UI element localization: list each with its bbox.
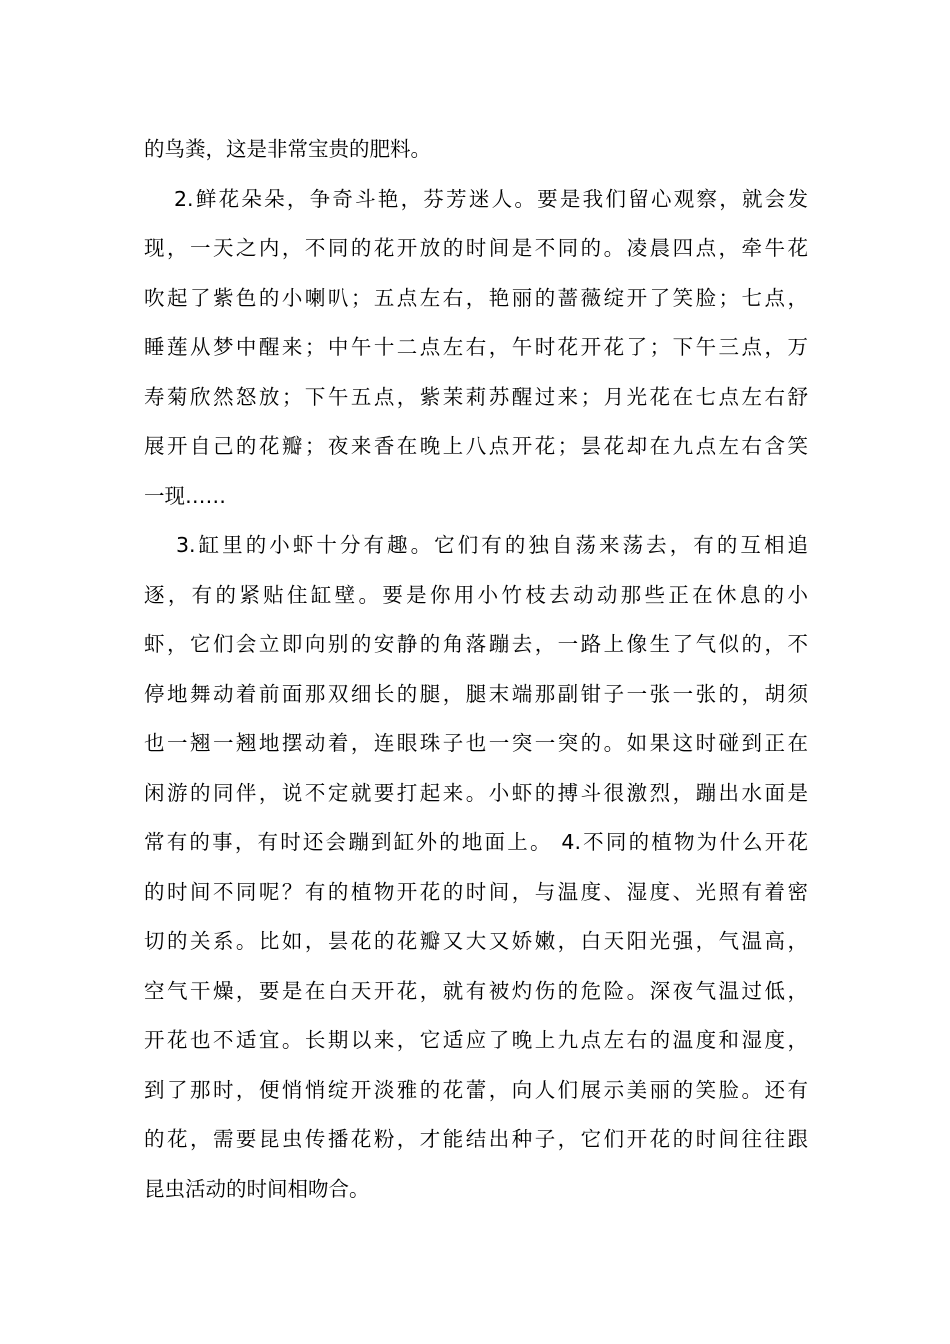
paragraph-3-line: 虾，它们会立即向别的安静的角落蹦去，一路上像生了气似的，不 bbox=[144, 632, 808, 656]
paragraph-4-line: 开花也不适宜。长期以来，它适应了晚上九点左右的温度和湿度， bbox=[144, 1028, 808, 1052]
paragraph-2-line: 一现…… bbox=[144, 483, 226, 508]
paragraph-3-line: 逐，有的紧贴住缸壁。要是你用小竹枝去动动那些正在休息的小 bbox=[144, 582, 808, 607]
paragraph-4-line: 切的关系。比如，昙花的花瓣又大又娇嫩，白天阳光强，气温高， bbox=[144, 929, 808, 953]
document-body bbox=[144, 125, 808, 1214]
paragraph-4-line: 的花，需要昆虫传播花粉，才能结出种子，它们开花的时间往往跟 bbox=[144, 1127, 808, 1151]
paragraph-2-line: 睡莲从梦中醒来；中午十二点左右，午时花开花了；下午三点，万 bbox=[144, 335, 808, 359]
paragraph-3-line: 常有的事，有时还会蹦到缸外的地面上。 4.不同的植物为什么开花 bbox=[144, 830, 808, 854]
paragraph-4-line: 昆虫活动的时间相吻合。 bbox=[144, 1176, 370, 1201]
paragraph-4-line: 到了那时，便悄悄绽开淡雅的花蕾，向人们展示美丽的笑脸。还有 bbox=[144, 1077, 808, 1102]
paragraph-3-line: 也一翘一翘地摆动着，连眼珠子也一突一突的。如果这时碰到正在 bbox=[144, 731, 808, 755]
paragraph-2-line: 2.鲜花朵朵，争奇斗艳，芬芳迷人。要是我们留心观察，就会发 bbox=[174, 186, 808, 211]
paragraph-2-line: 吹起了紫色的小喇叭；五点左右，艳丽的蔷薇绽开了笑脸；七点， bbox=[144, 285, 808, 310]
paragraph-2-line: 现，一天之内，不同的花开放的时间是不同的。凌晨四点，牵牛花 bbox=[144, 236, 808, 260]
paragraph-2-line: 寿菊欣然怒放；下午五点，紫茉莉苏醒过来；月光花在七点左右舒 bbox=[144, 384, 808, 409]
paragraph-4-line: 的时间不同呢？有的植物开花的时间，与温度、湿度、光照有着密 bbox=[144, 879, 808, 904]
text-line: 的鸟粪，这是非常宝贵的肥料。 bbox=[144, 137, 431, 161]
paragraph-2-line: 展开自己的花瓣；夜来香在晚上八点开花；昙花却在九点左右含笑 bbox=[144, 434, 808, 458]
paragraph-3-line: 停地舞动着前面那双细长的腿，腿末端那副钳子一张一张的，胡须 bbox=[144, 681, 808, 706]
paragraph-4-line: 空气干燥，要是在白天开花，就有被灼伤的危险。深夜气温过低， bbox=[144, 978, 808, 1003]
paragraph-3-line: 闲游的同伴，说不定就要打起来。小虾的搏斗很激烈，蹦出水面是 bbox=[144, 780, 808, 805]
paragraph-3-line: 3.缸里的小虾十分有趣。它们有的独自荡来荡去，有的互相追 bbox=[176, 533, 808, 557]
